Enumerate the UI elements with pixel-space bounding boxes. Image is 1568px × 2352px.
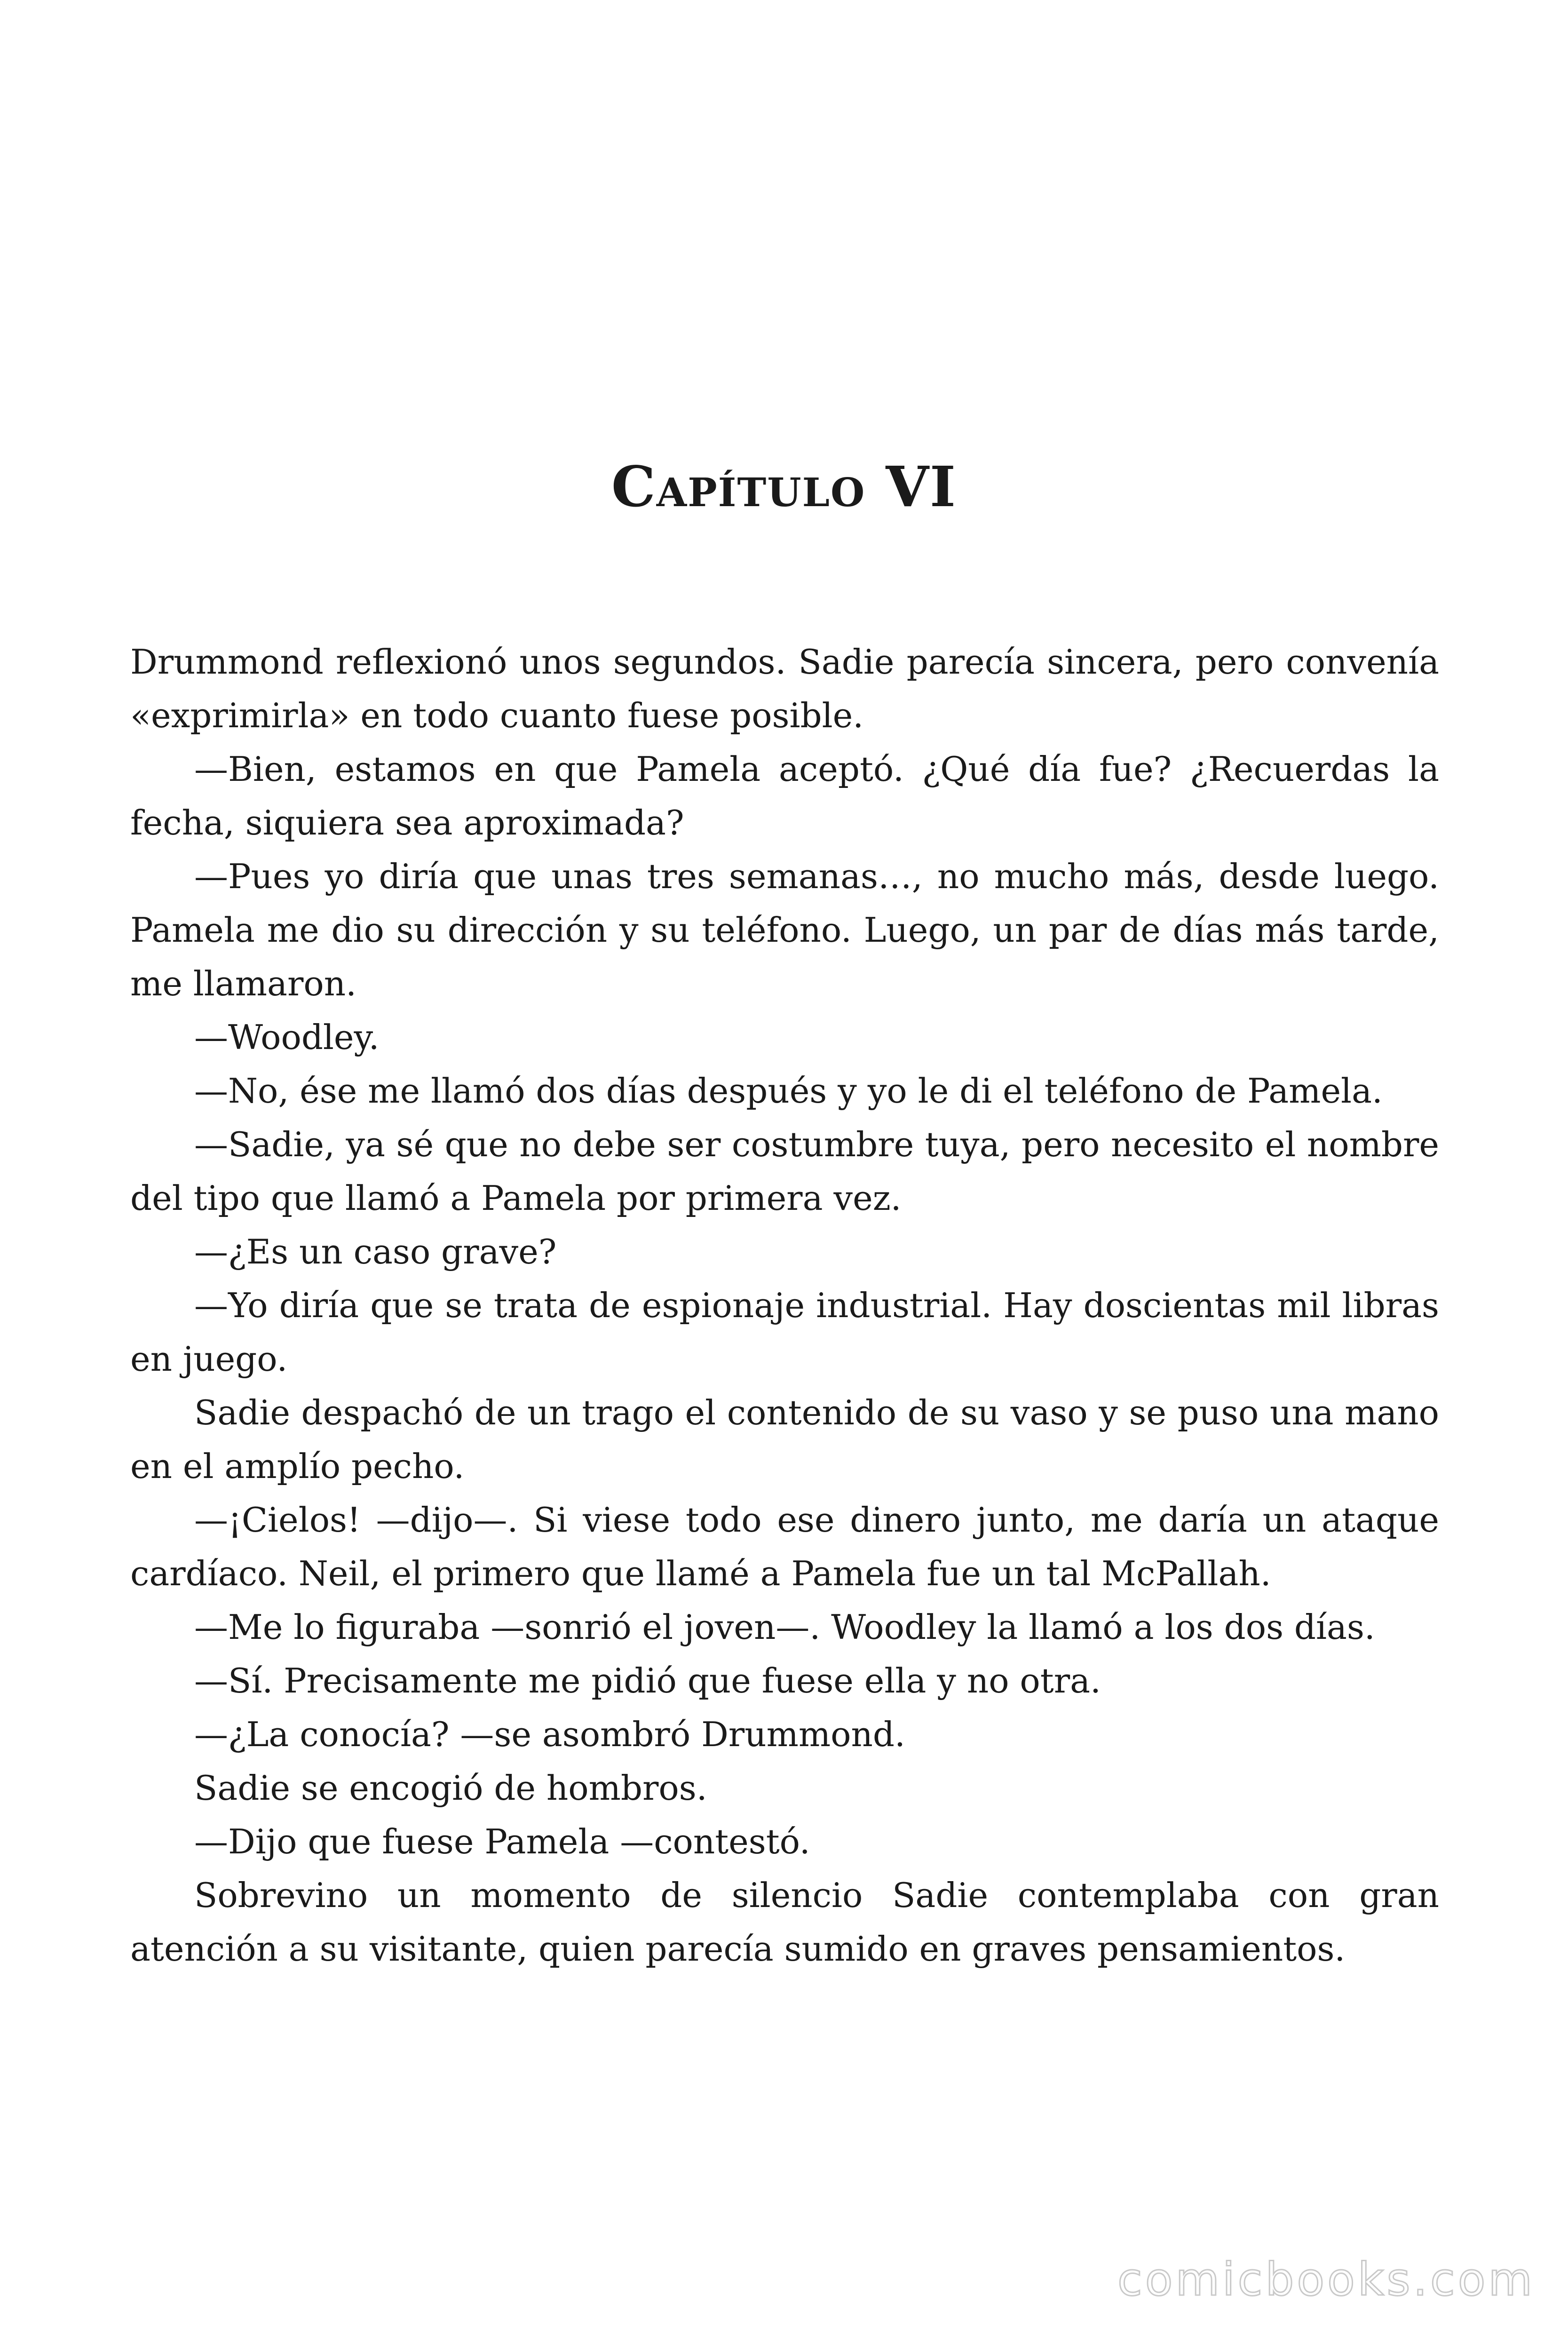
watermark: comicbooks.com [1117,2253,1535,2306]
paragraph: —Yo diría que se trata de espionaje industrial. Hay doscientas mil libras en juego. [130,1286,1439,1379]
paragraph: Sadie despachó de un trago el contenido de su vaso y se puso una mano en el amplío pecho. [130,1393,1439,1486]
paragraph: —¿Es un caso grave? [194,1232,557,1271]
paragraph: Sadie se encogió de hombros. [194,1768,707,1808]
paragraph: —¡Cielos! —dijo—. Si viese todo ese dinero junto, me daría un ataque cardíaco. Neil, el primero que llamé a Pamela fue un tal McPallah. [130,1500,1439,1593]
paragraph: Sobrevino un momento de silencio Sadie contemplaba con gran atención a su visitante, quien parecía sumido en graves pensamientos. [130,1875,1439,1969]
paragraph: —Me lo figuraba —sonrió el joven—. Woodley la llamó a los dos días. [194,1607,1375,1647]
paragraph: —Sadie, ya sé que no debe ser costumbre tuya, pero necesito el nombre del tipo que llamó a Pamela por primera vez. [130,1125,1439,1218]
paragraph: —Woodley. [194,1017,380,1057]
paragraph: —Sí. Precisamente me pidió que fuese ella y no otra. [194,1661,1101,1700]
paragraph: —Bien, estamos en que Pamela aceptó. ¿Qué día fue? ¿Recuerdas la fecha, siquiera sea aproximada? [130,749,1439,842]
chapter-body [130,635,1439,1976]
paragraph: —Dijo que fuese Pamela —contestó. [194,1822,810,1861]
chapter-title: Capítulo VI [611,454,957,519]
paragraph: —No, ése me llamó dos días después y yo le di el teléfono de Pamela. [194,1071,1383,1111]
paragraph: —¿La conocía? —se asombró Drummond. [194,1715,905,1754]
paragraph: —Pues yo diría que unas tres semanas…, no mucho más, desde luego. Pamela me dio su dirección y su teléfono. Luego, un par de días más tarde, me llamaron. [130,857,1439,1003]
paragraph: Drummond reflexionó unos segundos. Sadie parecía sincera, pero convenía «exprimirla» en todo cuanto fuese posible. [130,642,1439,735]
